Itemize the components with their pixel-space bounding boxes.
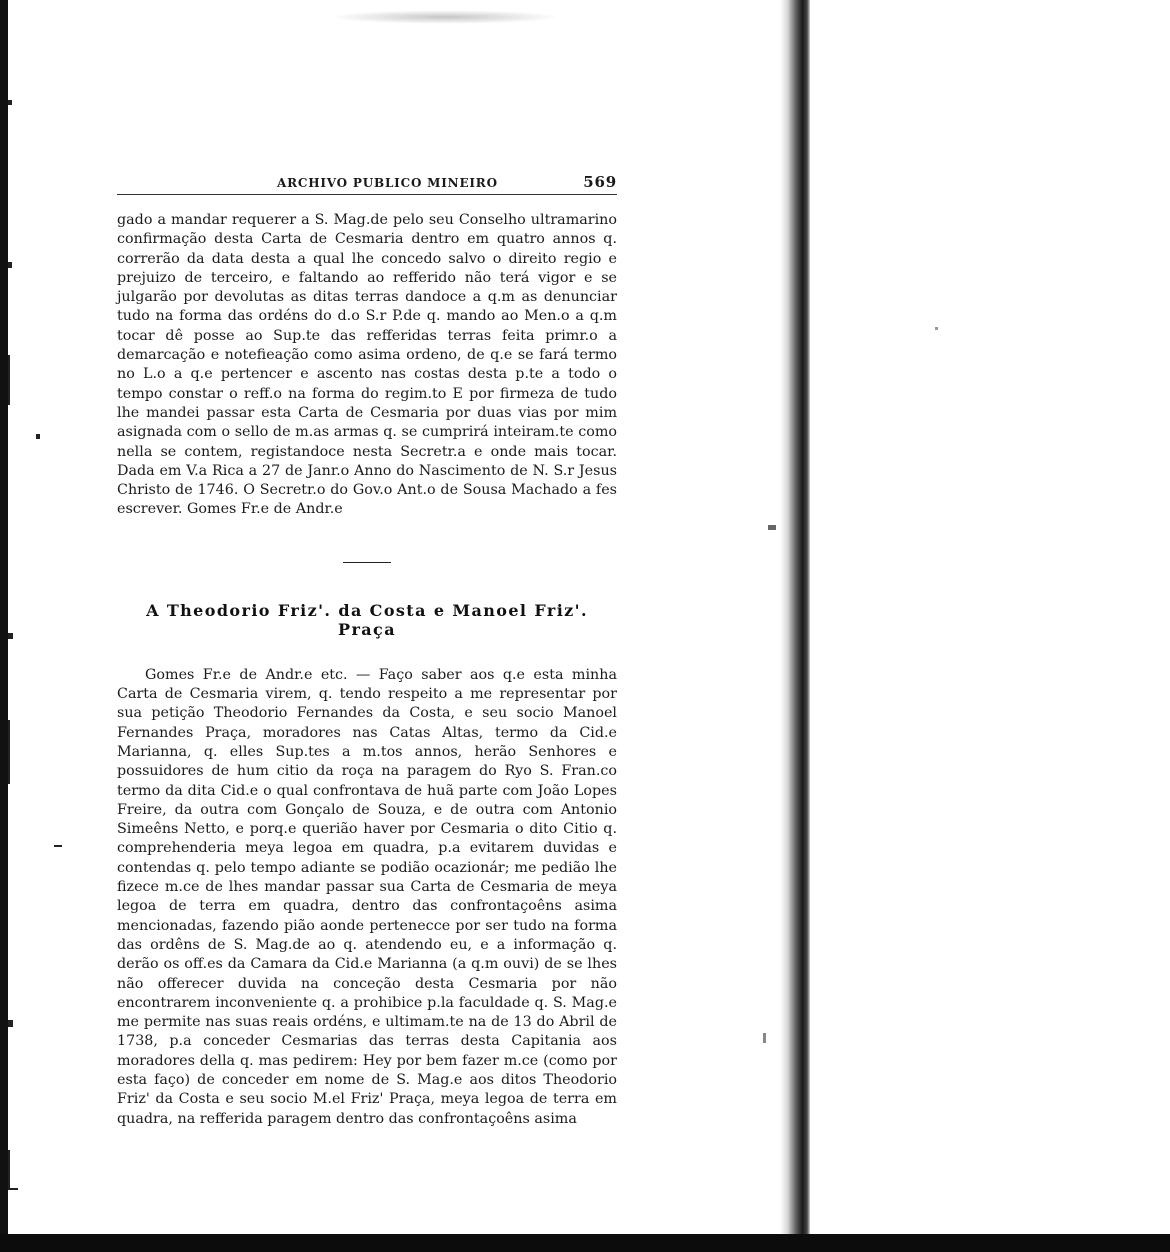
header-rule [117,194,617,195]
book-page [117,172,617,1129]
running-header [117,172,617,194]
margin-mark [8,1020,13,1027]
scan-bottom-edge [0,1234,1170,1252]
margin-mark [935,327,938,330]
section-title-line-1: A Theodorio Friz'. da Costa e Manoel Friz'. [146,600,588,620]
margin-mark [8,355,10,405]
running-title: ARCHIVO PUBLICO MINEIRO [277,176,498,190]
margin-mark [8,1150,10,1190]
margin-mark [54,845,62,847]
paragraph: Gomes Fr.e de Andr.e etc. — Faço saber aos q.e esta minha Carta de Cesmaria virem, q. tendo respeito a me representar por sua petição Theodorio Fernandes da Costa, e seu socio Manoel Fernandes Praça, moradores nas Catas Altas, termo da Cid.e Marianna, q. elles Sup.tes a m.tos annos, herão Senhores e possuidores de hum citio da roça na paragem do Ryo S. Fran.co termo da dita Cid.e o qual confrontava de huã parte com João Lopes Freire, da outra com Gonçalo de Souza, e de outra com Antonio Simeêns Netto, e porq.e querião haver por Cesmaria o dito Citio q. comprehenderia meya legoa em quadra, p.a evitarem duvidas e contendas q. pelo tempo adiante se podião ocazionár; me pedião lhe fizece m.ce de lhes mandar passar sua Carta de Cesmaria de meya legoa de terra em quadra, dentro das confrontaçoêns asima mencionadas, fazendo pião aonde pertenecce por ser tudo na forma das ordêns de S. Mag.de ao q. atendendo eu, e a informação q. derão os off.es da Camara da Cid.e Marianna (a q.m ouvi) de se lhes não offerecer duvida na conceção desta Cesmaria por não encontrarem inconveniente q. a prohibice p.la faculdade q. S. Mag.e me permite nas suas reais ordéns, e ultimam.te na de 13 do Abril de 1738, p.a conceder Cesmarias das terras desta Capitania aos moradores della q. mas pedirem: Hey por bem fazer m.ce (como por esta faço) de conceder em nome de S. Mag.e aos ditos Theodorio Friz' da Costa e seu socio M.el Friz' Praça, meya legoa de terra em quadra, na refferida paragem dentro das confrontaçoêns asima [117,666,617,1127]
margin-mark [36,434,40,439]
margin-mark [763,1033,766,1043]
margin-mark [8,720,10,784]
section-title [117,601,617,639]
document-body-1 [117,211,617,520]
document-body-2 [117,666,617,1129]
section-title-line-2: Praça [338,619,396,639]
scan-smudge [330,10,560,24]
margin-mark [8,633,13,639]
page-number: 569 [583,173,617,191]
book-gutter-shadow [780,0,810,1236]
margin-mark [8,262,12,268]
margin-mark [768,525,776,530]
paragraph: gado a mandar requerer a S. Mag.de pelo seu Conselho ultramarino confirmação desta Carta de Cesmaria dentro em quatro annos q. correrão da data desta a qual lhe concedo salvo o direito regio e prejuizo de terceiro, e faltando ao refferido não terá vigor e se julgarão por devolutas as ditas terras dandoce a q.m as denunciar tudo na forma das ordéns do d.o S.r P.de q. mando ao Men.o a q.m tocar dê posse ao Sup.te das refferidas terras feita primr.o a demarcação e notefieação como asima ordeno, de q.e se fará termo no L.o a q.e pertencer e ascento nas costas desta p.te a todo o tempo constar o reff.o na forma do regim.to E por firmeza de tudo lhe mandei passar esta Carta de Cesmaria por duas vias por mim asignada com o sello de m.as armas q. se cumprirá inteiram.te como nella se contem, registandoce nesta Secretr.a e onde mais tocar. Dada em V.a Rica a 27 de Janr.o Anno do Nascimento de N. S.r Jesus Christo de 1746. O Secretr.o do Gov.o Ant.o de Sousa Machado a fes escrever. Gomes Fr.e de Andr.e [117,212,617,518]
section-divider [343,562,391,563]
scan-left-edge [0,0,8,1252]
margin-mark [8,100,12,105]
margin-mark [8,1188,18,1190]
